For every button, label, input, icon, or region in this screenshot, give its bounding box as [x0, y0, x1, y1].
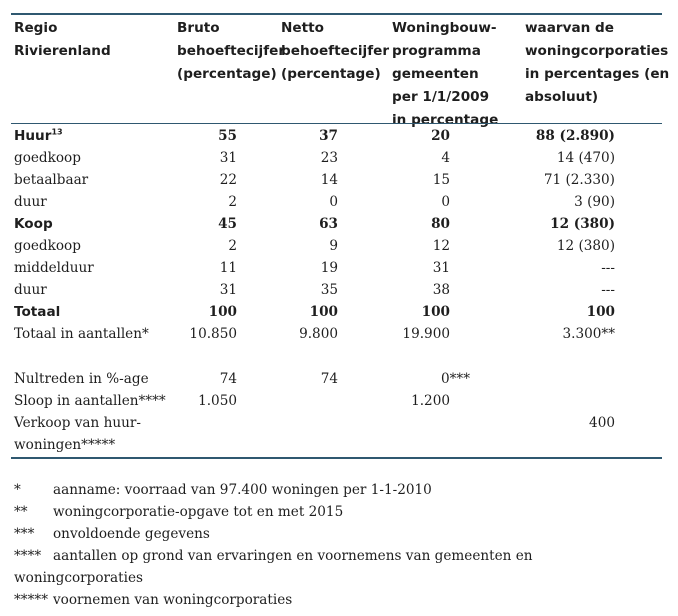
header-programma-line: in percentage	[392, 112, 499, 128]
cell-programma: 100	[421, 304, 450, 320]
cell-programma: 1.200	[411, 393, 450, 409]
cell-corporaties: 12 (380)	[556, 238, 615, 254]
cell-bruto: 2	[228, 194, 237, 210]
row-label: Totaal	[14, 304, 61, 320]
header-programma-line: programma	[392, 43, 481, 59]
header-netto-line: Netto	[281, 20, 324, 36]
row-label: Nultreden in %-age	[14, 371, 149, 387]
row-label: Koop	[14, 216, 53, 232]
footnote-text: aantallen op grond van ervaringen en voornemens van gemeenten en	[53, 548, 533, 564]
row-label: Huur$^{13}$	[14, 127, 63, 144]
table-row	[0, 412, 678, 456]
table-row	[0, 213, 678, 235]
footnote-mark: **	[14, 504, 28, 520]
footnote-mark: *	[14, 482, 21, 498]
header-corporaties-line: in percentages (en	[525, 66, 670, 82]
table-row	[0, 279, 678, 301]
cell-netto: 74	[320, 371, 338, 387]
cell-bruto: 31	[219, 150, 237, 166]
cell-programma: 38	[432, 282, 450, 298]
header-corporaties	[525, 17, 669, 109]
cell-netto: 35	[320, 282, 338, 298]
header-region-line: Regio	[14, 20, 58, 36]
row-label: goedkoop	[14, 238, 81, 254]
cell-netto: 37	[319, 128, 338, 144]
cell-netto: 14	[320, 172, 338, 188]
cell-corporaties: 400	[589, 415, 615, 431]
header-netto-line: behoeftecijfer	[281, 43, 390, 59]
header-programma-line: per 1/1/2009	[392, 89, 490, 105]
table-row	[0, 257, 678, 279]
table-row	[0, 390, 678, 412]
cell-bruto: 2	[228, 238, 237, 254]
cell-corporaties: 88 (2.890)	[535, 128, 615, 144]
cell-netto: 9.800	[299, 326, 338, 342]
footnote-text: woningcorporatie-opgave tot en met 2015	[53, 504, 344, 520]
header-bruto-line: Bruto	[177, 20, 220, 36]
row-label: Totaal in aantallen*	[14, 326, 149, 342]
row-label: duur	[14, 194, 47, 210]
cell-corporaties: 100	[586, 304, 615, 320]
cell-bruto: 45	[218, 216, 237, 232]
cell-programma: 80	[431, 216, 450, 232]
row-label: betaalbaar	[14, 172, 89, 188]
cell-programma: 15	[432, 172, 450, 188]
cell-netto: 23	[320, 150, 338, 166]
header-region-line: Rivierenland	[14, 43, 111, 59]
table-row	[0, 169, 678, 191]
header-netto	[281, 17, 389, 86]
table-row	[0, 323, 678, 345]
table-bottom-rule	[11, 457, 662, 459]
footnote-mark: ****	[14, 548, 42, 564]
header-bruto-line: (percentage)	[177, 66, 277, 82]
table-row	[0, 301, 678, 323]
row-label-continued: woningen*****	[14, 437, 116, 453]
header-corporaties-line: woningcorporaties	[525, 43, 669, 59]
footnote-text: aanname: voorraad van 97.400 woningen per 1-1-2010	[53, 482, 432, 498]
footnote-mark: *****	[14, 592, 48, 608]
footnote-text: woningcorporaties	[14, 570, 143, 586]
cell-netto: 19	[320, 260, 338, 276]
header-programma-line: Woningbouw-	[392, 20, 497, 36]
table-top-rule	[11, 13, 662, 15]
header-programma-line: gemeenten	[392, 66, 479, 82]
footnote-text: onvoldoende gegevens	[53, 526, 210, 542]
footnote-text: voornemen van woningcorporaties	[53, 592, 293, 608]
cell-netto: 63	[319, 216, 338, 232]
cell-bruto: 74	[219, 371, 237, 387]
header-programma	[392, 17, 498, 132]
header-bottom-rule	[11, 123, 662, 124]
header-corporaties-line: waarvan de	[525, 20, 615, 36]
cell-corporaties: ---	[601, 260, 615, 276]
cell-programma: 0***	[440, 371, 470, 387]
cell-bruto: 55	[218, 128, 237, 144]
footnote-mark: ***	[14, 526, 35, 542]
cell-programma: 31	[432, 260, 450, 276]
header-bruto	[177, 17, 285, 86]
cell-corporaties: 14 (470)	[556, 150, 615, 166]
row-label: Verkoop van huur-	[14, 415, 141, 431]
row-label: Sloop in aantallen****	[14, 393, 166, 409]
cell-programma: 12	[432, 238, 450, 254]
cell-netto: 9	[329, 238, 338, 254]
cell-corporaties: 3 (90)	[574, 194, 615, 210]
cell-netto: 100	[309, 304, 338, 320]
table-row	[0, 125, 678, 147]
cell-corporaties: ---	[601, 282, 615, 298]
header-bruto-line: behoeftecijfer	[177, 43, 286, 59]
cell-corporaties: 3.300**	[562, 326, 615, 342]
cell-programma: 20	[431, 128, 450, 144]
header-netto-line: (percentage)	[281, 66, 381, 82]
table-row	[0, 191, 678, 213]
cell-bruto: 31	[219, 282, 237, 298]
cell-corporaties: 12 (380)	[550, 216, 615, 232]
cell-bruto: 10.850	[189, 326, 237, 342]
cell-programma: 0	[441, 194, 450, 210]
cell-bruto: 11	[219, 260, 237, 276]
cell-bruto: 100	[208, 304, 237, 320]
cell-bruto: 1.050	[198, 393, 237, 409]
cell-netto: 0	[329, 194, 338, 210]
row-label: middelduur	[14, 260, 94, 276]
header-region	[14, 17, 111, 63]
cell-programma: 19.900	[402, 326, 450, 342]
cell-programma: 4	[441, 150, 450, 166]
row-label: goedkoop	[14, 150, 81, 166]
cell-bruto: 22	[219, 172, 237, 188]
table-row	[0, 147, 678, 169]
cell-corporaties: 71 (2.330)	[543, 172, 615, 188]
table-row	[0, 235, 678, 257]
row-label: duur	[14, 282, 47, 298]
header-corporaties-line: absoluut)	[525, 89, 599, 105]
table-row	[0, 368, 678, 390]
